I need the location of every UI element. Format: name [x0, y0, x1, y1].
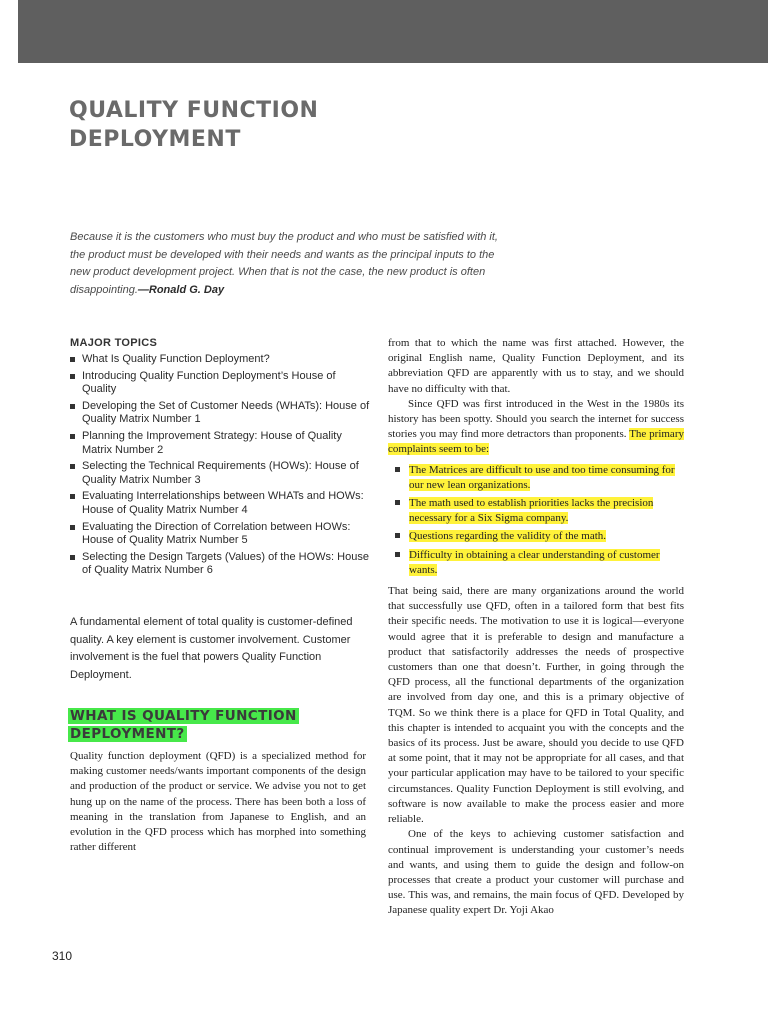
topic-item: Selecting the Design Targets (Values) of the HOWs: House of Quality Matrix Number 6 — [70, 551, 370, 578]
complaint-text: The Matrices are difficult to use and too time consuming for our new lean organizations. — [409, 463, 675, 491]
section-heading — [68, 707, 358, 743]
major-topics-list — [70, 353, 370, 581]
major-topics-heading: MAJOR TOPICS — [70, 337, 158, 349]
complaints-list — [388, 463, 684, 578]
complaint-item — [388, 548, 684, 578]
epigraph-quote — [70, 229, 500, 299]
topic-item: Evaluating the Direction of Correlation between HOWs: House of Quality Matrix Number 5 — [70, 521, 370, 548]
right-paragraph-2-lead: Since QFD was first introduced in the West in the 1980s its history has been spotty. Should you search the internet for success stories you may find more detractors than proponents. — [388, 397, 684, 441]
complaint-item — [388, 463, 684, 493]
section-heading-text: WHAT IS QUALITY FUNCTION DEPLOYMENT? — [70, 708, 297, 742]
topic-item: Introducing Quality Function Deployment’s House of Quality — [70, 370, 370, 397]
topic-item: Developing the Set of Customer Needs (WHATs): House of Quality Matrix Number 1 — [70, 400, 370, 427]
complaint-item — [388, 529, 684, 544]
epigraph-attribution: —Ronald G. Day — [137, 283, 225, 296]
right-paragraph-3: That being said, there are many organizations around the world that successfully use QFD, often in a tailored form that best fits their specific needs. The motivation to use it is logical—everyone would agree that it is preferable to design and manufacture a product that satisfactorily addresses the needs of prospective customers than one that doesn’t. Further, in going through the QFD process, all the functional departments of the organization are involved from day one, and this is a primary objective of TQM. So we think there is a place for QFD in Total Quality, and this chapter is intended to acquaint you with the concepts and the basics of its process. Just be aware, should you decide to use QFD at some point, that it may not be appropriate for all cases, and that your particular application may have to be tailored to your specific circumstances. Quality Function Deployment is still evolving, and software is now available to make the process easier and more reliable. — [388, 585, 684, 826]
highlighted-text: The primary complaints seem to be: — [388, 428, 684, 456]
topic-item: What Is Quality Function Deployment? — [70, 353, 370, 367]
complaint-item — [388, 496, 684, 526]
intro-paragraph: A fundamental element of total quality is customer-defined quality. A key element is customer involvement. Customer involvement is the fuel that powers Quality Function Deployment. — [70, 616, 353, 681]
chapter-title-line-2: DEPLOYMENT — [69, 127, 241, 152]
section-paragraph-left: Quality function deployment (QFD) is a specialized method for making customer needs/wants important components of the design and production of the product or service. We advise you not to get hung up on the name of the process. There has been both a loss of meaning in the translation from Japanese to English, and an evolution in the QFD process which has morphed into something rather different — [70, 750, 366, 854]
chapter-title-line-1: QUALITY FUNCTION — [69, 98, 319, 123]
chapter-title — [69, 96, 589, 154]
right-paragraph-1: from that to which the name was first attached. However, the original English name, Quality Function Deployment, and its abbreviation QFD are apparently with us to stay, and we should have no difficulty with that. — [388, 337, 684, 395]
complaint-text: Questions regarding the validity of the math. — [409, 530, 607, 543]
complaint-text: Difficulty in obtaining a clear understanding of customer wants. — [409, 548, 660, 576]
complaint-text: The math used to establish priorities lacks the precision necessary for a Six Sigma company. — [409, 497, 654, 525]
page-number: 310 — [52, 949, 73, 963]
right-column — [388, 336, 684, 919]
right-paragraph-2 — [388, 397, 684, 458]
right-paragraph-4: One of the keys to achieving customer satisfaction and continual improvement is understanding your customer’s needs and wants, and using them to guide the design and follow-on processes that create a product your customer will purchase and use. This was, and remains, the main focus of QFD. Developed by Japanese quality expert Dr. Yoji Akao — [388, 828, 684, 917]
topic-item: Selecting the Technical Requirements (HOWs): House of Quality Matrix Number 3 — [70, 460, 370, 487]
epigraph-text: Because it is the customers who must buy the product and who must be satisfied with it, the product must be developed with their needs and wants as the principal inputs to the new product development project. When that is not the case, the new product is often disappointing. — [70, 231, 498, 296]
header-bar — [18, 0, 768, 63]
topic-item: Planning the Improvement Strategy: House of Quality Matrix Number 2 — [70, 430, 370, 457]
topic-item: Evaluating Interrelationships between WHATs and HOWs: House of Quality Matrix Number 4 — [70, 490, 370, 517]
